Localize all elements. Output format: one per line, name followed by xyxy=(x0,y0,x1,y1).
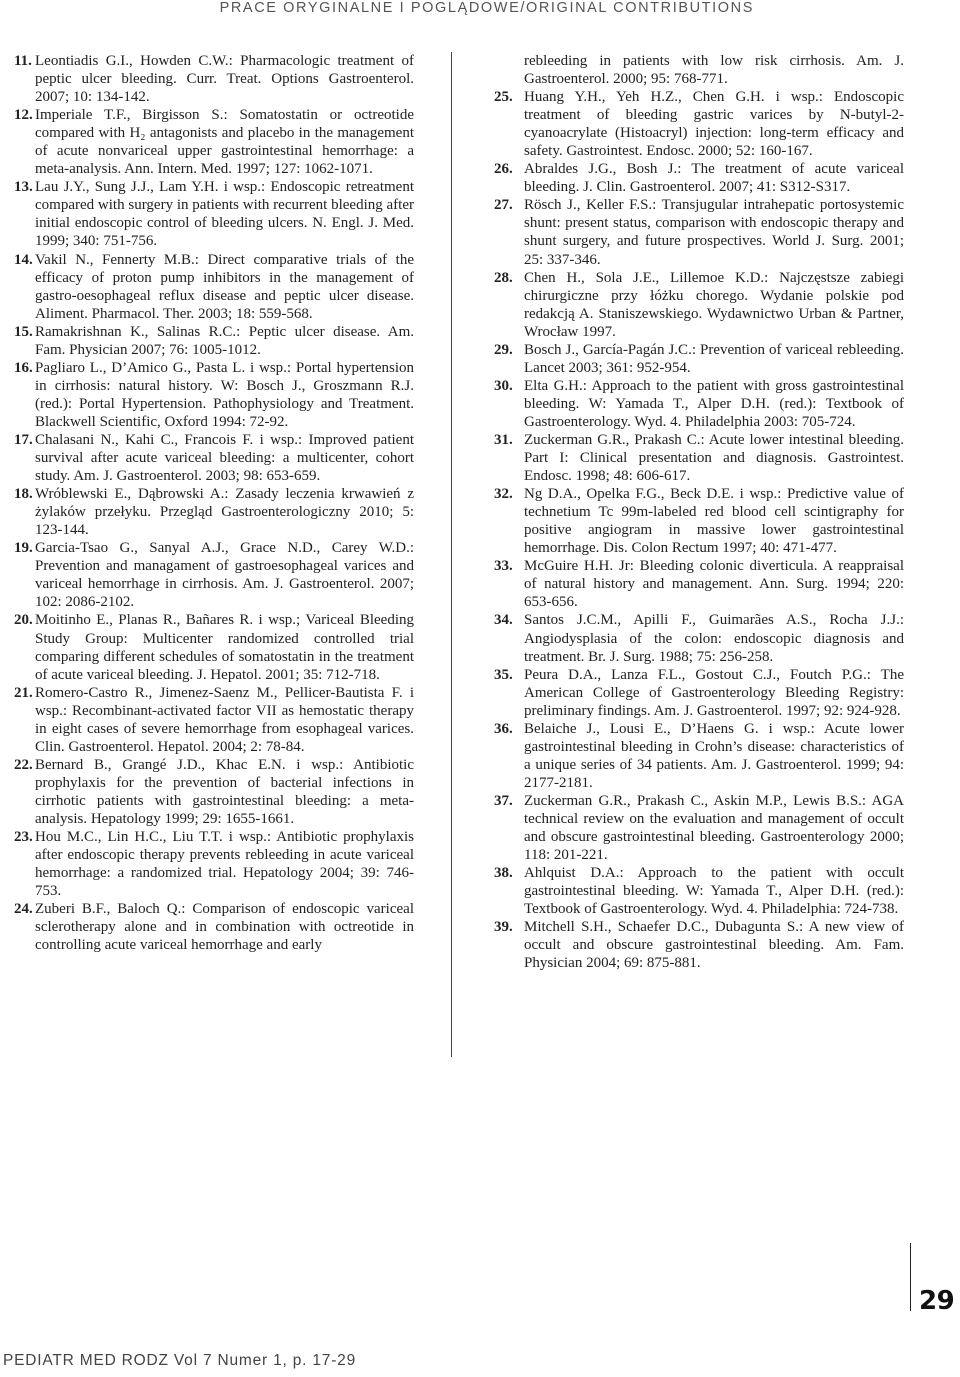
page-number: 29 xyxy=(919,1286,955,1316)
reference-number: 30. xyxy=(494,377,513,394)
reference-item xyxy=(14,828,414,900)
reference-item xyxy=(494,720,904,792)
reference-number: 39. xyxy=(494,919,513,936)
reference-number: 16. xyxy=(14,359,33,376)
column-divider xyxy=(451,52,452,1057)
reference-item xyxy=(494,485,904,557)
reference-number: 37. xyxy=(494,792,513,809)
running-header: PRACE ORYGINALNE I POGLĄDOWE/ORIGINAL CONTRIBUTIONS xyxy=(219,0,754,16)
reference-item xyxy=(494,377,904,431)
reference-number: 21. xyxy=(14,684,33,701)
reference-item xyxy=(494,666,904,720)
reference-text: Huang Y.H., Yeh H.Z., Chen G.H. i wsp.: Endoscopic treatment of bleeding gastric varices by N-butyl-2-cyanoacrylate (Histoacryl) injection: long-term efficacy and safety. Gastrointest. Endosc. 2000; 52: 160-167. xyxy=(524,89,904,160)
reference-item xyxy=(494,918,904,972)
reference-number: 34. xyxy=(494,612,513,629)
reference-item xyxy=(14,323,414,359)
reference-text: Zuckerman G.R., Prakash C.: Acute lower intestinal bleeding. Part I: Clinical presentation and diagnosis. Gastrointest. Endosc. 1998; 48: 606-617. xyxy=(524,431,904,485)
reference-text: Bernard B., Grangé J.D., Khac E.N. i wsp.: Antibiotic prophylaxis for the prevention of bacterial infections in cirrhotic patients with gastrointestinal bleeding: a meta-analysis. Hepatology 1999; 29: 1655-1661. xyxy=(35,756,414,827)
reference-number: 26. xyxy=(494,161,513,178)
reference-text: rebleeding in patients with low risk cirrhosis. Am. J. Gastroenterol. 2000; 95: 768-771. xyxy=(524,53,904,88)
reference-item xyxy=(494,557,904,611)
reference-number: 29. xyxy=(494,341,513,358)
reference-number: 23. xyxy=(14,829,33,846)
reference-text: Abraldes J.G., Bosh J.: The treatment of acute variceal bleeding. J. Clin. Gastroenterol. 2007; 41: S312-S317. xyxy=(524,161,904,196)
reference-number: 17. xyxy=(14,431,33,448)
reference-text: Ramakrishnan K., Salinas R.C.: Peptic ulcer disease. Am. Fam. Physician 2007; 76: 1005-1012. xyxy=(35,323,414,358)
page-number-rule xyxy=(910,1243,911,1311)
reference-text: Vakil N., Fennerty M.B.: Direct comparative trials of the efficacy of proton pump inhibitors in the management of gastro-oesophageal reflux disease and peptic ulcer disease. Aliment. Pharmacol. Ther. 2003; 18: 559-568. xyxy=(35,251,414,322)
reference-item xyxy=(14,900,414,954)
reference-number: 15. xyxy=(14,323,33,340)
reference-text: Imperiale T.F., Birgisson S.: Somatostatin or octreotide compared with H₂ antagonists and placebo in the management of acute nonvariceal upper gastrointestinal hemorrhage: a meta-analysis. Ann. Intern. Med. 1997; 127: 1062-1071. xyxy=(35,107,414,178)
reference-continuation xyxy=(494,52,904,88)
reference-item xyxy=(14,178,414,250)
reference-item xyxy=(14,611,414,683)
reference-text: Ng D.A., Opelka F.G., Beck D.E. i wsp.: Predictive value of technetium Tc 99m-labeled red blood cell scintigraphy for positive angiogram in massive lower gastrointestinal hemorrhage. Dis. Colon Rectum 1997; 40: 471-477. xyxy=(524,486,904,557)
reference-text: Zuckerman G.R., Prakash C., Askin M.P., Lewis B.S.: AGA technical review on the evaluation and management of occult and obscure gastrointestinal bleeding. Gastroenterology 2000; 118: 201-221. xyxy=(524,792,904,864)
reference-text: Peura D.A., Lanza F.L., Gostout C.J., Foutch P.G.: The American College of Gastroenterology Bleeding Registry: preliminary findings. Am. J. Gastroenterol. 1997; 92: 924-928. xyxy=(524,666,904,719)
reference-number: 33. xyxy=(494,558,513,575)
reference-number: 18. xyxy=(14,486,33,503)
reference-text: Leontiadis G.I., Howden C.W.: Pharmacologic treatment of peptic ulcer bleeding. Curr. Treat. Options Gastroenterol. 2007; 10: 134-142. xyxy=(35,53,414,106)
reference-number: 35. xyxy=(494,666,513,683)
reference-item xyxy=(14,52,414,106)
reference-text: Mitchell S.H., Schaefer D.C., Dubagunta S.: A new view of occult and obscure gastrointestinal bleeding. Am. Fam. Physician 2004; 69: 875-881. xyxy=(524,919,904,972)
reference-text: Bosch J., García-Pagán J.C.: Prevention of variceal rebleeding. Lancet 2003; 361: 952-954. xyxy=(524,341,904,376)
reference-text: Romero-Castro R., Jimenez-Saenz M., Pellicer-Bautista F. i wsp.: Recombinant-activated factor VII as hemostatic therapy in eight cases of severe hemorrhage from esophageal varices. Clin. Gastroenterol. Hepatol. 2004; 2: 78-84. xyxy=(35,684,414,755)
reference-number: 38. xyxy=(494,865,513,882)
reference-item xyxy=(14,684,414,756)
reference-item xyxy=(494,792,904,864)
reference-item xyxy=(494,611,904,665)
journal-footer: PEDIATR MED RODZ Vol 7 Numer 1, p. 17-29 xyxy=(3,1352,357,1369)
reference-text: Garcia-Tsao G., Sanyal A.J., Grace N.D., Carey W.D.: Prevention and managament of gastroesophageal varices and variceal hemorrhage in cirrhosis. Am. J. Gastroenterol. 2007; 102: 2086-2102. xyxy=(35,540,414,611)
reference-number: 27. xyxy=(494,197,513,214)
references-column-right xyxy=(494,52,904,972)
reference-item xyxy=(14,756,414,828)
reference-number: 36. xyxy=(494,720,513,737)
reference-text: Belaiche J., Lousi E., D’Haens G. i wsp.: Acute lower gastrointestinal bleeding in Crohn’s disease: characteristics of a unique series of 34 patients. Am. J. Gastroenterol. 1999; 94: 2177-2181. xyxy=(524,720,904,791)
reference-number: 28. xyxy=(494,269,513,286)
reference-number: 14. xyxy=(14,251,33,268)
reference-number: 25. xyxy=(494,89,513,106)
reference-text: Wróblewski E., Dąbrowski A.: Zasady leczenia krwawień z żylaków przełyku. Przegląd Gastroenterologiczny 2010; 5: 123-144. xyxy=(35,486,414,539)
reference-number: 19. xyxy=(14,540,33,557)
reference-item xyxy=(14,485,414,539)
reference-number: 24. xyxy=(14,901,33,918)
reference-item xyxy=(14,359,414,431)
reference-text: Pagliaro L., D’Amico G., Pasta L. i wsp.: Portal hypertension in cirrhosis: natural history. W: Bosch J., Groszmann R.J. (red.): Portal Hypertension. Pathophysiology and Treatment. Blackwell Scientific, Oxford 1994: 72-92. xyxy=(35,359,414,430)
reference-number: 20. xyxy=(14,612,33,629)
reference-item xyxy=(494,864,904,918)
reference-number: 32. xyxy=(494,486,513,503)
reference-item xyxy=(14,431,414,485)
references-column-left xyxy=(14,52,414,954)
reference-item xyxy=(494,431,904,485)
reference-item xyxy=(14,251,414,323)
reference-text: Chen H., Sola J.E., Lillemoe K.D.: Najczęstsze zabiegi chirurgiczne przy łóżku chorego. Wydanie polskie pod redakcją A. Staniszewskiego. Wydawnictwo Urban & Partner, Wrocław 1997. xyxy=(524,269,904,340)
reference-number: 13. xyxy=(14,179,33,196)
reference-text: Zuberi B.F., Baloch Q.: Comparison of endoscopic variceal sclerotherapy alone and in combination with octreotide in controlling acute variceal hemorrhage and early xyxy=(35,901,414,954)
reference-text: Ahlquist D.A.: Approach to the patient with occult gastrointestinal bleeding. W: Yamada T., Alper D.H. (red.): Textbook of Gastroenterology. Wyd. 4. Philadelphia: 724-738. xyxy=(524,865,904,918)
reference-text: Santos J.C.M., Apilli F., Guimarães A.S., Rocha J.J.: Angiodysplasia of the colon: endoscopic diagnosis and treatment. Br. J. Surg. 1988; 75: 256-258. xyxy=(524,612,904,665)
reference-text: McGuire H.H. Jr: Bleeding colonic diverticula. A reappraisal of natural history and management. Ann. Surg. 1994; 220: 653-656. xyxy=(524,558,904,611)
reference-number: 12. xyxy=(14,107,33,124)
reference-number: 11. xyxy=(14,53,32,69)
reference-text: Chalasani N., Kahi C., Francois F. i wsp.: Improved patient survival after acute variceal bleeding: a multicenter, cohort study. Am. J. Gastroenterol. 2003; 98: 653-659. xyxy=(35,431,414,485)
reference-item xyxy=(14,539,414,611)
reference-item xyxy=(494,269,904,341)
reference-item xyxy=(494,196,904,268)
reference-item xyxy=(494,341,904,377)
reference-text: Elta G.H.: Approach to the patient with gross gastrointestinal bleeding. W: Yamada T., Alper D.H. (red.): Textbook of Gastroenterology. Wyd. 4. Philadelphia 2003: 705-724. xyxy=(524,377,904,430)
reference-text: Lau J.Y., Sung J.J., Lam Y.H. i wsp.: Endoscopic retreatment compared with surgery in patients with recurrent bleeding after initial endoscopic control of bleeding ulcers. N. Engl. J. Med. 1999; 340: 751-756. xyxy=(35,179,414,250)
reference-text: Rösch J., Keller F.S.: Transjugular intrahepatic portosystemic shunt: present status, comparison with endoscopic therapy and shunt surgery, and future prospectives. World J. Surg. 2001; 25: 337-346. xyxy=(524,197,904,268)
reference-number: 31. xyxy=(494,431,513,448)
reference-item xyxy=(14,106,414,178)
reference-number: 22. xyxy=(14,756,33,773)
reference-text: Hou M.C., Lin H.C., Liu T.T. i wsp.: Antibiotic prophylaxis after endoscopic therapy prevents rebleeding in acute variceal hemorrhage: a randomized trial. Hepatology 2004; 39: 746-753. xyxy=(35,829,414,900)
reference-text: Moitinho E., Planas R., Bañares R. i wsp.; Variceal Bleeding Study Group: Multicenter randomized controlled trial comparing different schedules of somatostatin in the treatment of acute variceal bleeding. J. Hepatol. 2001; 35: 712-718. xyxy=(35,612,414,683)
reference-item xyxy=(494,160,904,196)
reference-item xyxy=(494,88,904,160)
